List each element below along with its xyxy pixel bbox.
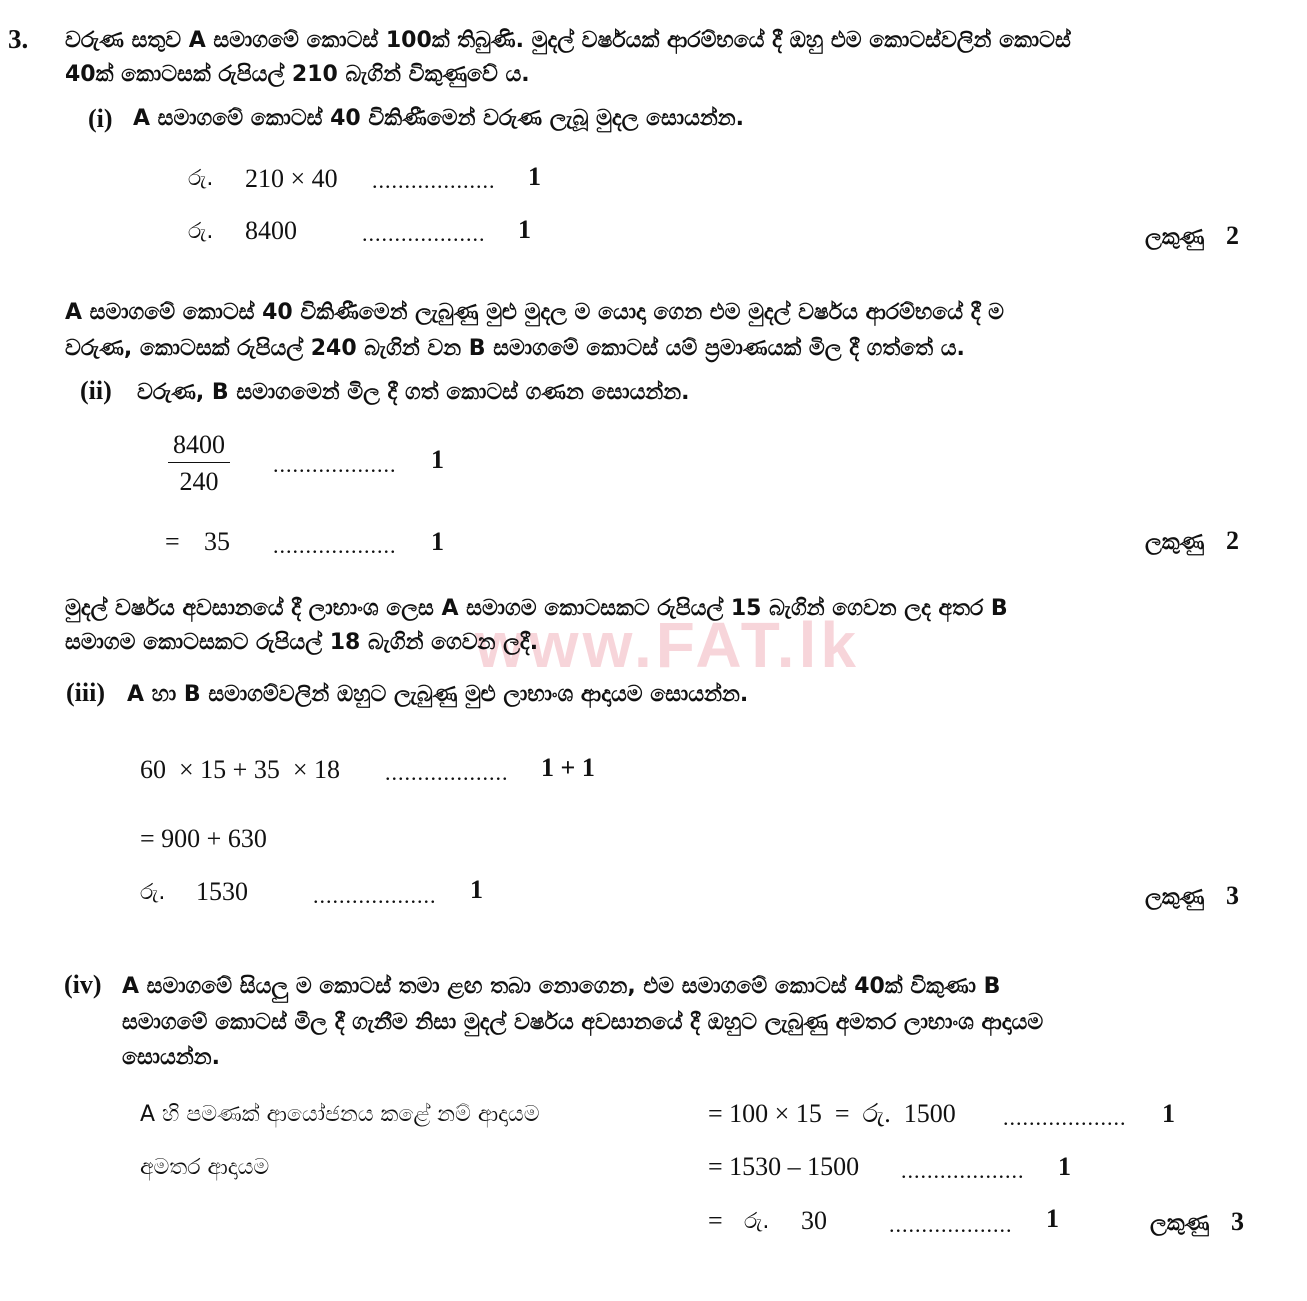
part-iii-total-label: ලකුණු	[1145, 885, 1205, 910]
part-iv-label: (iv)	[64, 970, 102, 999]
part-ii-total-label: ලකුණු	[1145, 530, 1205, 555]
part-ii-denominator: 240	[179, 467, 219, 496]
part-iv-row3-currency: රු.	[744, 1209, 770, 1234]
part-iv-row1-label: A හි පමණක් ආයෝජනය කළේ නම් ආදායම	[140, 1102, 540, 1127]
part-iv-total: 3	[1231, 1207, 1244, 1236]
part-iv-line-3: සොයන්න.	[122, 1045, 220, 1070]
part-ii-dots-1: ...................	[273, 452, 397, 477]
part-i-total: 2	[1226, 221, 1239, 250]
part-iii-dots-3: ...................	[313, 883, 437, 908]
part-iv-row1-expr: = 100 × 15 = රු. 1500	[708, 1099, 956, 1128]
part-i-mark-2: 1	[518, 215, 531, 244]
part-iv-line-2: සමාගමේ කොටස් මිල දී ගැනීම නිසා මුදල් වර්ෂය අවසානයේ දී ඔහුට ලැබුණු අමතර ලාභාංශ ආදායම	[122, 1010, 1044, 1035]
part-iii-expr-1: 60 × 15 + 35 × 18	[140, 755, 340, 784]
part-i-expr-2: 8400	[245, 216, 297, 245]
part-iii-total: 3	[1226, 881, 1239, 910]
part-iv-row3-value: 30	[801, 1206, 827, 1235]
part-iii-mark-1: 1 + 1	[541, 753, 595, 782]
part-ii-value: 35	[204, 527, 230, 556]
para2-line-2: වරුණ, කොටසක් රුපියල් 240 බැගින් වන B සමාගමේ කොටස් යම් ප්‍රමාණයක් මිල දී ගත්තේ ය.	[65, 336, 965, 361]
part-iv-row1-mark: 1	[1162, 1099, 1175, 1128]
part-iv-total-label: ලකුණු	[1150, 1211, 1210, 1236]
part-iii-question: A හා B සමාගම්වලින් ඔහුට ලැබුණු මුළු ලාභාංශ ආදායම සොයන්න.	[127, 682, 749, 707]
part-iv-row3-dots: ...................	[889, 1212, 1013, 1237]
watermark: www.FAT.lk	[475, 609, 860, 681]
part-i-currency-2: රු.	[188, 219, 214, 244]
part-i-dots-1: ...................	[372, 168, 496, 193]
part-ii-mark-1: 1	[431, 445, 444, 474]
question-number: 3.	[8, 24, 29, 54]
part-iv-row2-expr: = 1530 – 1500	[708, 1152, 860, 1181]
part-iv-row2-dots: ...................	[901, 1158, 1025, 1183]
part-iii-expr-2: = 900 + 630	[140, 824, 267, 853]
para3-line-2: සමාගම කොටසකට රුපියල් 18 බැගින් ගෙවන ලදී.	[65, 630, 539, 655]
part-ii-total: 2	[1226, 526, 1239, 555]
part-iv-row3-eq: =	[708, 1206, 723, 1235]
part-iii-value: 1530	[196, 877, 248, 906]
para2-line-1: A සමාගමේ කොටස් 40 විකිණීමෙන් ලැබුණු මුළු මුදල ම යොදා ගෙන එම මුදල් වර්ෂය ආරම්භයේ දී ම	[65, 300, 1005, 325]
part-ii-dots-2: ...................	[273, 533, 397, 558]
intro-line-2: 40ක් කොටසක් රුපියල් 210 බැගින් විකුණුවේ ය.	[65, 62, 530, 87]
part-i-dots-2: ...................	[362, 221, 486, 246]
part-iv-row1-dots: ...................	[1003, 1105, 1127, 1130]
part-iii-label: (iii)	[66, 678, 105, 707]
part-ii-label: (ii)	[80, 376, 112, 405]
part-i-expr-1: 210 × 40	[245, 164, 338, 193]
part-i-question: A සමාගමේ කොටස් 40 විකිණීමෙන් වරුණ ලැබූ මුදල සොයන්න.	[133, 106, 744, 131]
part-ii-question: වරුණ, B සමාගමෙන් මිල දී ගත් කොටස් ගණන සොයන්න.	[137, 380, 690, 405]
part-ii-mark-2: 1	[431, 527, 444, 556]
part-iv-row2-label: අමතර ආදායම	[140, 1155, 270, 1180]
part-iii-mark-3: 1	[470, 875, 483, 904]
part-iv-row3-mark: 1	[1046, 1204, 1059, 1233]
part-i-total-label: ලකුණු	[1145, 225, 1205, 250]
para3-line-1: මුදල් වර්ෂය අවසානයේ දී ලාභාංශ ලෙස A සමාගම කොටසකට රුපියල් 15 බැගින් ගෙවන ලද අතර B	[65, 596, 1008, 621]
part-iii-currency: රු.	[140, 880, 166, 905]
part-i-currency-1: රු.	[188, 166, 214, 191]
intro-line-1: වරුණ සතුව A සමාගමේ කොටස් 100ක් තිබුණි. මුදල් වර්ෂයක් ආරම්භයේ දී ඔහු එම කොටස්වලින් කොටස්	[65, 28, 1071, 53]
part-i-mark-1: 1	[528, 162, 541, 191]
part-ii-numerator: 8400	[168, 430, 230, 463]
part-iv-row2-mark: 1	[1058, 1152, 1071, 1181]
part-i-label: (i)	[88, 104, 113, 133]
part-ii-eq: =	[165, 527, 180, 556]
part-ii-fraction	[168, 430, 230, 497]
part-iii-dots-1: ...................	[385, 760, 509, 785]
part-iv-line-1: A සමාගමේ සියලු ම කොටස් තමා ළඟ තබා නොගෙන, එම සමාගමේ කොටස් 40ක් විකුණා B	[122, 974, 1001, 999]
